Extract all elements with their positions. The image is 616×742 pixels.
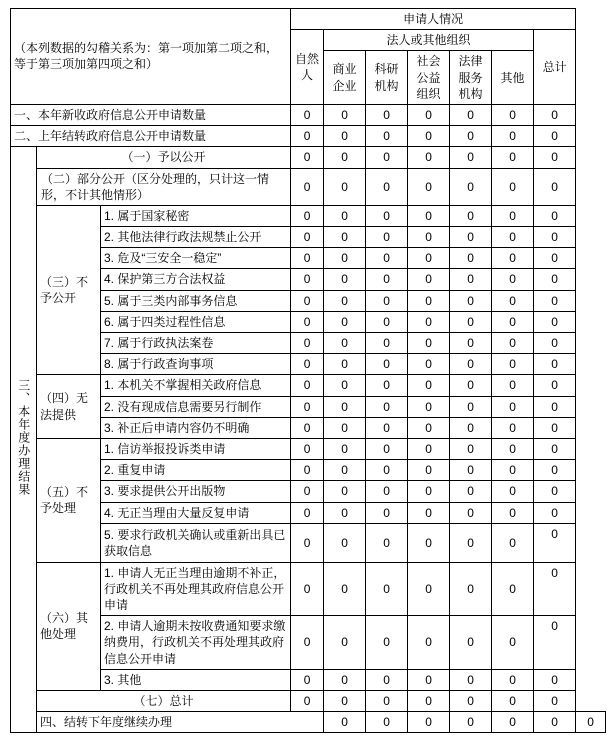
cell-value: 0 bbox=[408, 248, 450, 269]
cell-value: 0 bbox=[450, 396, 492, 417]
cell-value: 0 bbox=[324, 481, 366, 502]
cell-value: 0 bbox=[366, 417, 408, 438]
row-label: 1. 申请人无正当理由逾期不补正，行政机关不再处理其政府信息公开申请 bbox=[101, 562, 291, 616]
table-row bbox=[11, 205, 606, 226]
col-header-total: 总计 bbox=[534, 30, 576, 105]
subsection-label-subtotal: （七）总计 bbox=[37, 691, 291, 712]
table-row bbox=[11, 269, 606, 290]
cell-value-total: 0 bbox=[534, 375, 576, 396]
cell-value: 0 bbox=[366, 438, 408, 459]
row-label: 3. 其他 bbox=[101, 669, 291, 690]
cell-value: 0 bbox=[324, 417, 366, 438]
cell-value-total: 0 bbox=[534, 523, 576, 562]
col-header-other: 其他 bbox=[492, 51, 534, 105]
cell-value: 0 bbox=[450, 311, 492, 332]
cell-value: 0 bbox=[291, 691, 324, 712]
table-row bbox=[11, 562, 606, 616]
cell-value: 0 bbox=[366, 354, 408, 375]
cell-value: 0 bbox=[408, 438, 450, 459]
table-row bbox=[11, 290, 606, 311]
cell-value: 0 bbox=[408, 104, 450, 125]
cell-value: 0 bbox=[450, 502, 492, 523]
table-row bbox=[11, 481, 606, 502]
subsection-label-disclosed: （一）予以公开 bbox=[37, 147, 291, 168]
cell-value: 0 bbox=[366, 311, 408, 332]
cell-value: 0 bbox=[450, 354, 492, 375]
cell-value: 0 bbox=[408, 290, 450, 311]
row-label-carry-forward: 四、结转下年度继续办理 bbox=[37, 712, 324, 733]
subsection-label-not-disclosed: （三）不予公开 bbox=[37, 205, 101, 375]
cell-value: 0 bbox=[450, 669, 492, 690]
cell-value: 0 bbox=[366, 481, 408, 502]
cell-value: 0 bbox=[324, 396, 366, 417]
table-row bbox=[11, 375, 606, 396]
cell-value: 0 bbox=[324, 311, 366, 332]
col-header-research: 科研机构 bbox=[366, 51, 408, 105]
cell-value-total: 0 bbox=[534, 168, 576, 205]
cell-value-total: 0 bbox=[534, 104, 576, 125]
cell-value: 0 bbox=[291, 669, 324, 690]
table-row bbox=[11, 168, 606, 205]
cell-value-total: 0 bbox=[534, 396, 576, 417]
cell-value: 0 bbox=[324, 147, 366, 168]
cell-value: 0 bbox=[408, 333, 450, 354]
cell-value: 0 bbox=[450, 523, 492, 562]
cell-value: 0 bbox=[492, 333, 534, 354]
cell-value: 0 bbox=[366, 290, 408, 311]
cell-value: 0 bbox=[408, 375, 450, 396]
cell-value: 0 bbox=[291, 562, 324, 616]
subsection-label-other-handling: （六）其他处理 bbox=[37, 562, 101, 690]
cell-value: 0 bbox=[291, 269, 324, 290]
cell-value: 0 bbox=[291, 205, 324, 226]
row-label: 4. 无正当理由大量反复申请 bbox=[101, 502, 291, 523]
table-row bbox=[11, 354, 606, 375]
row-label: 2. 申请人逾期未按收费通知要求缴纳费用，行政机关不再处理其政府信息公开申请 bbox=[101, 616, 291, 670]
cell-value: 0 bbox=[408, 712, 450, 733]
cell-value: 0 bbox=[366, 396, 408, 417]
cell-value: 0 bbox=[492, 311, 534, 332]
cell-value: 0 bbox=[291, 311, 324, 332]
table-row bbox=[11, 691, 606, 712]
cell-value: 0 bbox=[450, 248, 492, 269]
row-label: 3. 危及“三安全一稳定” bbox=[101, 248, 291, 269]
col-header-legal-service: 法律服务机构 bbox=[450, 51, 492, 105]
table-row bbox=[11, 502, 606, 523]
cell-value: 0 bbox=[324, 375, 366, 396]
cell-value: 0 bbox=[492, 438, 534, 459]
cell-value: 0 bbox=[450, 104, 492, 125]
cell-value-total: 0 bbox=[534, 502, 576, 523]
cell-value: 0 bbox=[492, 481, 534, 502]
cell-value: 0 bbox=[324, 104, 366, 125]
cell-value: 0 bbox=[324, 269, 366, 290]
cell-value: 0 bbox=[450, 333, 492, 354]
table-row bbox=[11, 147, 606, 168]
cell-value: 0 bbox=[366, 333, 408, 354]
cell-value: 0 bbox=[291, 375, 324, 396]
cell-value: 0 bbox=[366, 523, 408, 562]
cell-value: 0 bbox=[450, 168, 492, 205]
cell-value: 0 bbox=[324, 205, 366, 226]
cell-value: 0 bbox=[366, 248, 408, 269]
row-label: 5. 要求行政机关确认或重新出具已获取信息 bbox=[101, 523, 291, 562]
cell-value: 0 bbox=[450, 481, 492, 502]
cell-value: 0 bbox=[291, 147, 324, 168]
cell-value: 0 bbox=[492, 290, 534, 311]
row-label: 1. 属于国家秘密 bbox=[101, 205, 291, 226]
cell-value: 0 bbox=[408, 126, 450, 147]
cell-value: 0 bbox=[366, 562, 408, 616]
cell-value-total: 0 bbox=[534, 691, 576, 712]
cell-value: 0 bbox=[324, 712, 366, 733]
cell-value-total: 0 bbox=[534, 481, 576, 502]
row-label: 3. 补正后申请内容仍不明确 bbox=[101, 417, 291, 438]
cell-value: 0 bbox=[291, 248, 324, 269]
cell-value: 0 bbox=[408, 396, 450, 417]
cell-value: 0 bbox=[492, 375, 534, 396]
row-label: 3. 要求提供公开出版物 bbox=[101, 481, 291, 502]
cell-value: 0 bbox=[492, 396, 534, 417]
cell-value-total: 0 bbox=[534, 460, 576, 481]
cell-value: 0 bbox=[408, 669, 450, 690]
cell-value: 0 bbox=[291, 126, 324, 147]
cell-value: 0 bbox=[291, 396, 324, 417]
cell-value-total: 0 bbox=[534, 248, 576, 269]
header-row-1 bbox=[11, 9, 606, 30]
cell-value: 0 bbox=[324, 248, 366, 269]
cell-value: 0 bbox=[408, 616, 450, 670]
section-label-annual-results: 三、本年度办理结果 bbox=[11, 147, 37, 733]
row-label: 1. 本机关不掌握相关政府信息 bbox=[101, 375, 291, 396]
cell-value: 0 bbox=[291, 290, 324, 311]
cell-value: 0 bbox=[492, 168, 534, 205]
cell-value: 0 bbox=[291, 417, 324, 438]
cell-value: 0 bbox=[534, 712, 576, 733]
cell-value-total: 0 bbox=[534, 290, 576, 311]
cell-value: 0 bbox=[450, 227, 492, 248]
cell-value: 0 bbox=[324, 354, 366, 375]
cell-value: 0 bbox=[408, 205, 450, 226]
cell-value: 0 bbox=[492, 147, 534, 168]
cell-value: 0 bbox=[324, 168, 366, 205]
row-label: 2. 其他法律行政法规禁止公开 bbox=[101, 227, 291, 248]
cell-value: 0 bbox=[408, 168, 450, 205]
cell-value: 0 bbox=[324, 562, 366, 616]
cell-value: 0 bbox=[324, 691, 366, 712]
cell-value: 0 bbox=[291, 227, 324, 248]
subsection-label-partially-disclosed: （二）部分公开（区分处理的，只计这一情形，不计其他情形） bbox=[37, 168, 291, 205]
cell-value: 0 bbox=[492, 269, 534, 290]
table-row bbox=[11, 417, 606, 438]
cell-value: 0 bbox=[291, 460, 324, 481]
cell-value-total: 0 bbox=[534, 147, 576, 168]
row-label: 2. 重复申请 bbox=[101, 460, 291, 481]
cell-value: 0 bbox=[324, 502, 366, 523]
cell-value-total: 0 bbox=[534, 227, 576, 248]
report-sheet bbox=[0, 8, 616, 742]
cell-value: 0 bbox=[450, 126, 492, 147]
cell-value-total: 0 bbox=[534, 438, 576, 459]
cell-value-total: 0 bbox=[534, 562, 576, 616]
government-info-disclosure-table bbox=[10, 8, 606, 733]
cell-value: 0 bbox=[324, 523, 366, 562]
row-label-new-applications: 一、本年新收政府信息公开申请数量 bbox=[11, 104, 291, 125]
table-row bbox=[11, 616, 606, 670]
cell-value: 0 bbox=[291, 438, 324, 459]
cell-value: 0 bbox=[408, 354, 450, 375]
cell-value: 0 bbox=[450, 712, 492, 733]
cell-value: 0 bbox=[291, 502, 324, 523]
cell-value: 0 bbox=[450, 269, 492, 290]
table-row bbox=[11, 460, 606, 481]
cell-value: 0 bbox=[291, 616, 324, 670]
col-header-social: 社会公益组织 bbox=[408, 51, 450, 105]
cell-value: 0 bbox=[450, 417, 492, 438]
cell-value: 0 bbox=[324, 333, 366, 354]
cell-value: 0 bbox=[324, 460, 366, 481]
cell-value: 0 bbox=[324, 126, 366, 147]
cell-value: 0 bbox=[492, 691, 534, 712]
cell-value: 0 bbox=[366, 669, 408, 690]
cell-value-total: 0 bbox=[534, 669, 576, 690]
cell-value: 0 bbox=[324, 290, 366, 311]
cell-value: 0 bbox=[324, 616, 366, 670]
table-row bbox=[11, 227, 606, 248]
cell-value: 0 bbox=[324, 669, 366, 690]
table-row bbox=[11, 712, 606, 733]
cell-value: 0 bbox=[450, 438, 492, 459]
cell-value: 0 bbox=[492, 227, 534, 248]
cell-value: 0 bbox=[366, 205, 408, 226]
table-row bbox=[11, 126, 606, 147]
cell-value: 0 bbox=[450, 375, 492, 396]
cell-value: 0 bbox=[366, 269, 408, 290]
cell-value: 0 bbox=[450, 205, 492, 226]
cell-value-total: 0 bbox=[534, 333, 576, 354]
cell-value: 0 bbox=[492, 354, 534, 375]
cell-value: 0 bbox=[450, 147, 492, 168]
row-label: 2. 没有现成信息需要另行制作 bbox=[101, 396, 291, 417]
row-label: 7. 属于行政执法案卷 bbox=[101, 333, 291, 354]
col-header-business: 商业企业 bbox=[324, 51, 366, 105]
cell-value: 0 bbox=[408, 269, 450, 290]
table-row bbox=[11, 438, 606, 459]
row-label-carryover-applications: 二、上年结转政府信息公开申请数量 bbox=[11, 126, 291, 147]
cell-value-total: 0 bbox=[534, 311, 576, 332]
cell-value-total: 0 bbox=[576, 712, 606, 733]
cell-value: 0 bbox=[408, 147, 450, 168]
subsection-label-unable-to-provide: （四）无法提供 bbox=[37, 375, 101, 439]
cell-value: 0 bbox=[492, 669, 534, 690]
cell-value: 0 bbox=[408, 562, 450, 616]
cell-value: 0 bbox=[291, 333, 324, 354]
cell-value: 0 bbox=[324, 438, 366, 459]
note-cell: （本列数据的勾稽关系为：第一项加第二项之和，等于第三项加第四项之和） bbox=[11, 9, 291, 105]
table-row bbox=[11, 248, 606, 269]
cell-value: 0 bbox=[450, 290, 492, 311]
cell-value-total: 0 bbox=[534, 205, 576, 226]
cell-value: 0 bbox=[408, 460, 450, 481]
cell-value-total: 0 bbox=[534, 616, 576, 670]
cell-value: 0 bbox=[408, 227, 450, 248]
row-label: 1. 信访举报投诉类申请 bbox=[101, 438, 291, 459]
cell-value: 0 bbox=[291, 523, 324, 562]
cell-value: 0 bbox=[324, 227, 366, 248]
row-label: 4. 保护第三方合法权益 bbox=[101, 269, 291, 290]
cell-value: 0 bbox=[492, 562, 534, 616]
cell-value: 0 bbox=[291, 481, 324, 502]
cell-value: 0 bbox=[492, 712, 534, 733]
cell-value: 0 bbox=[492, 126, 534, 147]
cell-value-total: 0 bbox=[534, 417, 576, 438]
table-row bbox=[11, 669, 606, 690]
cell-value: 0 bbox=[366, 126, 408, 147]
applicant-group-header: 申请人情况 bbox=[291, 9, 576, 30]
cell-value: 0 bbox=[366, 168, 408, 205]
cell-value: 0 bbox=[408, 523, 450, 562]
cell-value-total: 0 bbox=[534, 269, 576, 290]
cell-value: 0 bbox=[492, 460, 534, 481]
cell-value: 0 bbox=[366, 616, 408, 670]
cell-value: 0 bbox=[450, 691, 492, 712]
cell-value: 0 bbox=[408, 417, 450, 438]
table-row bbox=[11, 396, 606, 417]
cell-value: 0 bbox=[450, 616, 492, 670]
cell-value: 0 bbox=[492, 205, 534, 226]
cell-value: 0 bbox=[450, 562, 492, 616]
table-row bbox=[11, 523, 606, 562]
cell-value: 0 bbox=[291, 104, 324, 125]
cell-value: 0 bbox=[366, 375, 408, 396]
cell-value: 0 bbox=[408, 481, 450, 502]
cell-value: 0 bbox=[366, 227, 408, 248]
cell-value: 0 bbox=[291, 354, 324, 375]
table-row bbox=[11, 311, 606, 332]
subsection-label-not-processed: （五）不予处理 bbox=[37, 438, 101, 562]
legal-group-header: 法人或其他组织 bbox=[324, 30, 534, 51]
cell-value: 0 bbox=[366, 104, 408, 125]
cell-value: 0 bbox=[366, 502, 408, 523]
cell-value: 0 bbox=[492, 502, 534, 523]
row-label: 5. 属于三类内部事务信息 bbox=[101, 290, 291, 311]
cell-value: 0 bbox=[492, 616, 534, 670]
cell-value: 0 bbox=[492, 417, 534, 438]
cell-value: 0 bbox=[291, 168, 324, 205]
row-label: 6. 属于四类过程性信息 bbox=[101, 311, 291, 332]
cell-value: 0 bbox=[450, 460, 492, 481]
col-header-natural-person: 自然人 bbox=[291, 30, 324, 105]
cell-value: 0 bbox=[492, 248, 534, 269]
cell-value: 0 bbox=[408, 502, 450, 523]
table-row bbox=[11, 104, 606, 125]
cell-value: 0 bbox=[366, 691, 408, 712]
cell-value: 0 bbox=[408, 691, 450, 712]
table-row bbox=[11, 333, 606, 354]
cell-value: 0 bbox=[366, 460, 408, 481]
cell-value: 0 bbox=[366, 147, 408, 168]
cell-value: 0 bbox=[492, 104, 534, 125]
row-label: 8. 属于行政查询事项 bbox=[101, 354, 291, 375]
cell-value-total: 0 bbox=[534, 354, 576, 375]
cell-value: 0 bbox=[408, 311, 450, 332]
cell-value: 0 bbox=[366, 712, 408, 733]
cell-value-total: 0 bbox=[534, 126, 576, 147]
cell-value: 0 bbox=[492, 523, 534, 562]
